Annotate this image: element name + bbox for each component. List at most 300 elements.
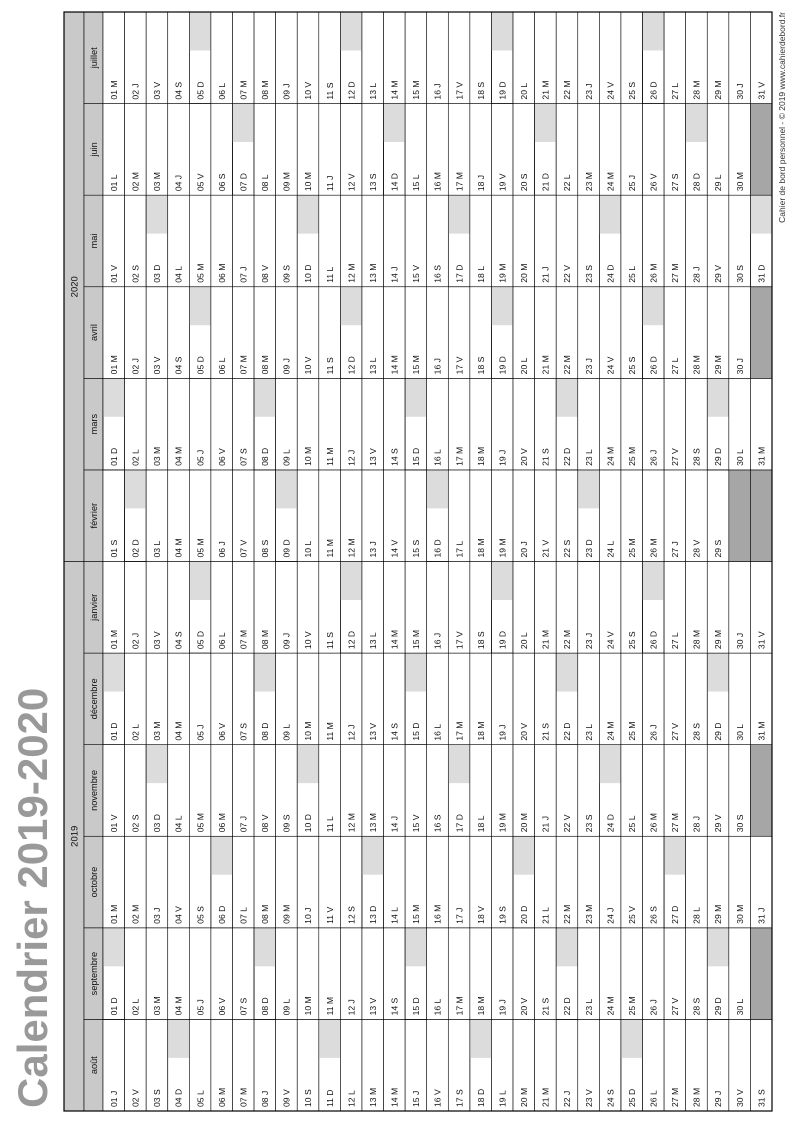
- day-label: 06 M: [216, 1087, 227, 1107]
- day-cell: [578, 470, 600, 562]
- day-cell: [340, 12, 362, 104]
- day-label: 12 M: [346, 263, 357, 283]
- day-cell: [556, 836, 578, 928]
- day-cell: [643, 1019, 665, 1111]
- day-label: 05 D: [195, 81, 206, 100]
- day-cell: [750, 12, 772, 104]
- day-label: 13 S: [367, 173, 378, 192]
- day-label: 11 M: [324, 539, 335, 558]
- day-cell: [232, 836, 254, 928]
- day-cell: [750, 470, 772, 562]
- day-label: 16 L: [432, 998, 443, 1016]
- day-label: 15 D: [411, 997, 422, 1016]
- day-label: 17 J: [454, 907, 465, 924]
- day-label: 29 D: [713, 722, 724, 741]
- day-cell: [168, 470, 190, 562]
- day-label: 28 S: [691, 997, 702, 1016]
- day-cell: [276, 104, 298, 196]
- day-cell: [254, 745, 276, 837]
- day-label: 11 M: [324, 722, 335, 741]
- sunday-shade: [448, 195, 470, 233]
- day-cell: [750, 287, 772, 379]
- day-cell: [276, 653, 298, 745]
- day-cell: [599, 745, 621, 837]
- day-label: 10 J: [303, 907, 314, 924]
- day-cell: [513, 12, 535, 104]
- day-label: 28 V: [691, 539, 702, 558]
- day-label: 29 S: [713, 539, 724, 558]
- day-label: 27 M: [670, 1087, 681, 1107]
- day-cell: [232, 745, 254, 837]
- day-label: 27 M: [670, 813, 681, 833]
- day-cell: [254, 470, 276, 562]
- day-label: 18 D: [475, 1088, 486, 1107]
- day-label: 01 D: [108, 447, 119, 466]
- day-cell: [729, 470, 751, 562]
- day-label: 12 D: [346, 630, 357, 650]
- day-label: 26 L: [648, 1090, 659, 1107]
- day-label: 24 D: [605, 814, 616, 833]
- day-label: 16 J: [432, 83, 443, 100]
- day-label: 08 M: [260, 629, 271, 650]
- day-cell: [643, 104, 665, 196]
- day-cell: [232, 470, 254, 562]
- day-label: 14 D: [389, 173, 400, 192]
- day-label: 21 M: [540, 629, 551, 650]
- day-label: 17 M: [454, 996, 465, 1016]
- day-cell: [729, 653, 751, 745]
- day-label: 22 J: [562, 1090, 573, 1107]
- day-cell: [556, 928, 578, 1020]
- day-label: 04 M: [173, 996, 184, 1016]
- day-cell: [125, 928, 147, 1020]
- day-cell: [470, 928, 492, 1020]
- day-cell: [405, 928, 427, 1020]
- day-cell: [448, 1019, 470, 1111]
- day-cell: [211, 287, 233, 379]
- day-cell: [276, 928, 298, 1020]
- day-cell: [254, 195, 276, 287]
- day-cell: [189, 928, 211, 1020]
- day-label: 31 V: [756, 81, 767, 100]
- day-cell: [750, 928, 772, 1020]
- day-label: 23 S: [583, 265, 594, 283]
- month-column-août: [84, 1019, 772, 1111]
- day-label: 26 J: [648, 724, 659, 741]
- day-cell: [103, 104, 125, 196]
- sunday-shade: [405, 928, 427, 966]
- day-cell: [405, 470, 427, 562]
- day-cell: [448, 653, 470, 745]
- sunday-shade: [427, 470, 449, 508]
- day-cell: [535, 470, 557, 562]
- day-label: 13 L: [367, 632, 378, 650]
- day-label: 14 J: [389, 816, 400, 833]
- day-label: 22 M: [562, 629, 573, 650]
- day-label: 24 M: [605, 996, 616, 1016]
- day-cell: [362, 745, 384, 837]
- day-label: 21 S: [540, 997, 551, 1016]
- day-cell: [535, 836, 557, 928]
- day-cell: [643, 12, 665, 104]
- day-cell: [232, 378, 254, 470]
- month-column-septembre: [84, 928, 772, 1020]
- day-label: 26 M: [648, 813, 659, 833]
- sunday-shade: [621, 1019, 643, 1057]
- day-cell: [750, 653, 772, 745]
- day-label: 09 L: [281, 998, 292, 1016]
- day-cell: [448, 562, 470, 654]
- day-cell: [491, 378, 513, 470]
- day-cell: [276, 836, 298, 928]
- day-label: 18 M: [475, 721, 486, 741]
- day-label: 04 D: [173, 1088, 184, 1107]
- day-cell: [448, 470, 470, 562]
- day-label: 20 D: [519, 905, 530, 924]
- day-cell: [427, 104, 449, 196]
- day-cell: [254, 836, 276, 928]
- day-label: 02 M: [130, 172, 141, 192]
- day-label: 22 M: [562, 904, 573, 924]
- day-cell: [319, 1019, 341, 1111]
- month-column-janvier: [84, 562, 772, 654]
- day-cell: [146, 928, 168, 1020]
- day-label: 03 V: [152, 631, 163, 650]
- day-label: 31 M: [756, 446, 767, 466]
- day-cell: [340, 1019, 362, 1111]
- day-cell: [556, 287, 578, 379]
- day-label: 13 V: [367, 722, 378, 741]
- day-cell: [103, 836, 125, 928]
- day-label: 06 M: [216, 263, 227, 283]
- day-cell: [297, 1019, 319, 1111]
- day-label: 30 L: [734, 723, 745, 741]
- day-cell: [427, 195, 449, 287]
- sunday-shade: [405, 653, 427, 691]
- day-label: 21 S: [540, 722, 551, 741]
- day-cell: [578, 653, 600, 745]
- day-label: 21 J: [540, 816, 551, 833]
- day-cell: [125, 12, 147, 104]
- day-label: 15 M: [411, 629, 422, 650]
- day-cell: [362, 653, 384, 745]
- day-label: 06 M: [216, 813, 227, 833]
- day-cell: [491, 287, 513, 379]
- day-cell: [276, 195, 298, 287]
- day-label: 07 V: [238, 539, 249, 558]
- day-cell: [319, 836, 341, 928]
- day-cell: [578, 928, 600, 1020]
- day-label: 17 M: [454, 172, 465, 192]
- day-cell: [427, 378, 449, 470]
- day-label: 16 L: [432, 449, 443, 466]
- day-label: 19 M: [497, 538, 508, 558]
- day-label: 07 S: [238, 722, 249, 741]
- day-label: 23 V: [583, 1089, 594, 1107]
- day-label: 28 M: [691, 355, 702, 375]
- day-label: 16 S: [432, 265, 443, 283]
- day-label: 08 S: [260, 539, 271, 558]
- day-label: 13 D: [367, 905, 378, 924]
- sunday-shade: [232, 104, 254, 142]
- day-cell: [578, 745, 600, 837]
- month-header-label: décembre: [89, 678, 99, 720]
- day-cell: [276, 378, 298, 470]
- day-label: 14 M: [389, 355, 400, 375]
- day-cell: [664, 12, 686, 104]
- month-header-label: janvier: [89, 593, 99, 621]
- day-label: 21 M: [540, 355, 551, 375]
- day-label: 27 S: [670, 173, 681, 192]
- day-cell: [599, 287, 621, 379]
- day-label: 01 M: [108, 355, 119, 375]
- credit-text: Cahier de bord personnel - © 2019 www.cahierdebord.fr: [777, 12, 787, 223]
- day-cell: [232, 1019, 254, 1111]
- sunday-shade: [686, 104, 708, 142]
- day-cell: [340, 378, 362, 470]
- day-cell: [189, 12, 211, 104]
- day-label: 23 J: [583, 83, 594, 100]
- day-cell: [470, 562, 492, 654]
- day-cell: [448, 195, 470, 287]
- day-label: 05 M: [195, 538, 206, 558]
- day-label: 19 M: [497, 263, 508, 283]
- day-label: 10 V: [303, 356, 314, 375]
- day-label: 24 S: [605, 1089, 616, 1107]
- day-label: 19 V: [497, 173, 508, 192]
- day-cell: [513, 653, 535, 745]
- day-label: 29 M: [713, 904, 724, 924]
- day-cell: [319, 287, 341, 379]
- day-cell: [664, 104, 686, 196]
- day-label: 24 L: [605, 540, 616, 558]
- day-label: 22 V: [562, 265, 573, 283]
- day-label: 24 M: [605, 172, 616, 192]
- day-label: 19 D: [497, 356, 508, 375]
- sunday-shade: [340, 562, 362, 600]
- day-label: 09 J: [281, 83, 292, 100]
- month-header-label: octobre: [89, 866, 99, 898]
- day-label: 08 M: [260, 80, 271, 100]
- day-label: 01 V: [108, 265, 119, 283]
- day-cell: [103, 195, 125, 287]
- day-cell: [319, 195, 341, 287]
- day-label: 10 M: [303, 172, 314, 192]
- day-cell: [146, 378, 168, 470]
- day-label: 12 S: [346, 906, 357, 924]
- day-label: 29 V: [713, 265, 724, 283]
- day-label: 29 J: [713, 1090, 724, 1107]
- day-cell: [535, 653, 557, 745]
- day-cell: [599, 928, 621, 1020]
- day-cell: [578, 104, 600, 196]
- day-label: 01 M: [108, 629, 119, 650]
- day-label: 18 S: [475, 81, 486, 100]
- day-cell: [686, 928, 708, 1020]
- day-cell: [621, 378, 643, 470]
- day-cell: [729, 12, 751, 104]
- day-cell: [686, 104, 708, 196]
- day-cell: [535, 1019, 557, 1111]
- month-header-label: mai: [89, 233, 99, 249]
- day-label: 02 S: [130, 814, 141, 833]
- month-column-octobre: [84, 836, 772, 928]
- day-label: 04 M: [173, 446, 184, 466]
- sunday-shade: [340, 12, 362, 50]
- day-label: 20 V: [519, 722, 530, 741]
- sunday-shade: [103, 928, 125, 966]
- day-label: 19 D: [497, 630, 508, 650]
- day-label: 20 M: [519, 263, 530, 283]
- day-label: 23 S: [583, 814, 594, 833]
- sunday-shade: [254, 653, 276, 691]
- day-cell: [232, 195, 254, 287]
- day-cell: [168, 195, 190, 287]
- day-label: 21 M: [540, 80, 551, 100]
- sunday-shade: [319, 1019, 341, 1057]
- day-cell: [189, 562, 211, 654]
- day-cell: [276, 745, 298, 837]
- day-cell: [707, 12, 729, 104]
- day-cell: [189, 195, 211, 287]
- day-label: 19 S: [497, 906, 508, 924]
- day-label: 14 L: [389, 907, 400, 924]
- day-label: 05 M: [195, 813, 206, 833]
- day-label: 02 L: [130, 723, 141, 741]
- day-cell: [297, 653, 319, 745]
- day-cell: [599, 562, 621, 654]
- day-label: 14 S: [389, 448, 400, 466]
- day-label: 21 M: [540, 1087, 551, 1107]
- day-cell: [340, 470, 362, 562]
- day-label: 29 D: [713, 997, 724, 1016]
- day-cell: [103, 653, 125, 745]
- day-cell: [405, 378, 427, 470]
- day-cell: [729, 745, 751, 837]
- year-label: 2019: [69, 825, 81, 847]
- day-label: 29 D: [713, 447, 724, 466]
- day-cell: [103, 470, 125, 562]
- day-cell: [513, 562, 535, 654]
- day-cell: [599, 1019, 621, 1111]
- day-label: 22 M: [562, 355, 573, 375]
- sunday-shade: [125, 470, 147, 508]
- day-cell: [707, 745, 729, 837]
- day-label: 17 L: [454, 540, 465, 558]
- day-cell: [405, 1019, 427, 1111]
- day-cell: [556, 1019, 578, 1111]
- day-cell: [125, 653, 147, 745]
- sunday-shade: [707, 378, 729, 416]
- day-cell: [448, 378, 470, 470]
- day-cell: [168, 287, 190, 379]
- day-label: 29 L: [713, 174, 724, 192]
- sunday-shade: [707, 928, 729, 966]
- day-cell: [621, 836, 643, 928]
- empty-day-cell: [750, 104, 772, 196]
- day-cell: [664, 836, 686, 928]
- day-cell: [276, 287, 298, 379]
- day-label: 07 S: [238, 997, 249, 1016]
- day-label: 12 V: [346, 173, 357, 192]
- day-cell: [405, 104, 427, 196]
- day-cell: [535, 287, 557, 379]
- day-cell: [254, 378, 276, 470]
- day-cell: [556, 745, 578, 837]
- day-label: 25 D: [626, 1088, 637, 1107]
- day-cell: [556, 104, 578, 196]
- day-cell: [362, 104, 384, 196]
- day-label: 17 V: [454, 81, 465, 100]
- day-cell: [556, 653, 578, 745]
- day-cell: [232, 928, 254, 1020]
- day-cell: [427, 928, 449, 1020]
- day-cell: [491, 928, 513, 1020]
- day-label: 03 L: [152, 540, 163, 558]
- day-label: 01 D: [108, 997, 119, 1016]
- day-cell: [362, 287, 384, 379]
- day-cell: [125, 104, 147, 196]
- day-label: 17 V: [454, 631, 465, 650]
- day-cell: [448, 104, 470, 196]
- day-cell: [405, 653, 427, 745]
- day-cell: [168, 562, 190, 654]
- day-label: 22 L: [562, 174, 573, 192]
- day-cell: [470, 836, 492, 928]
- sunday-shade: [599, 195, 621, 233]
- day-cell: [535, 378, 557, 470]
- day-label: 13 M: [367, 1087, 378, 1107]
- day-label: 05 D: [195, 356, 206, 375]
- day-cell: [146, 1019, 168, 1111]
- day-cell: [232, 287, 254, 379]
- day-cell: [729, 195, 751, 287]
- month-header-label: mars: [89, 413, 99, 435]
- day-cell: [750, 195, 772, 287]
- day-cell: [297, 104, 319, 196]
- day-label: 31 M: [756, 721, 767, 741]
- day-cell: [686, 653, 708, 745]
- day-cell: [513, 195, 535, 287]
- day-label: 02 J: [130, 358, 141, 375]
- day-cell: [707, 378, 729, 470]
- day-label: 18 L: [475, 266, 486, 283]
- day-label: 23 M: [583, 172, 594, 192]
- day-cell: [729, 378, 751, 470]
- day-cell: [750, 104, 772, 196]
- day-cell: [103, 1019, 125, 1111]
- day-label: 23 J: [583, 632, 594, 650]
- day-cell: [643, 470, 665, 562]
- day-label: 24 V: [605, 631, 616, 650]
- day-label: 19 D: [497, 81, 508, 100]
- day-cell: [362, 470, 384, 562]
- day-label: 14 M: [389, 1087, 400, 1107]
- sunday-shade: [146, 195, 168, 233]
- day-cell: [578, 1019, 600, 1111]
- day-cell: [319, 745, 341, 837]
- day-cell: [340, 562, 362, 654]
- day-label: 18 V: [475, 906, 486, 924]
- day-label: 15 S: [411, 539, 422, 558]
- day-cell: [750, 836, 772, 928]
- day-cell: [643, 287, 665, 379]
- day-label: 07 M: [238, 355, 249, 375]
- day-label: 05 V: [195, 173, 206, 192]
- day-cell: [103, 12, 125, 104]
- day-cell: [448, 287, 470, 379]
- month-header-label: février: [89, 502, 99, 529]
